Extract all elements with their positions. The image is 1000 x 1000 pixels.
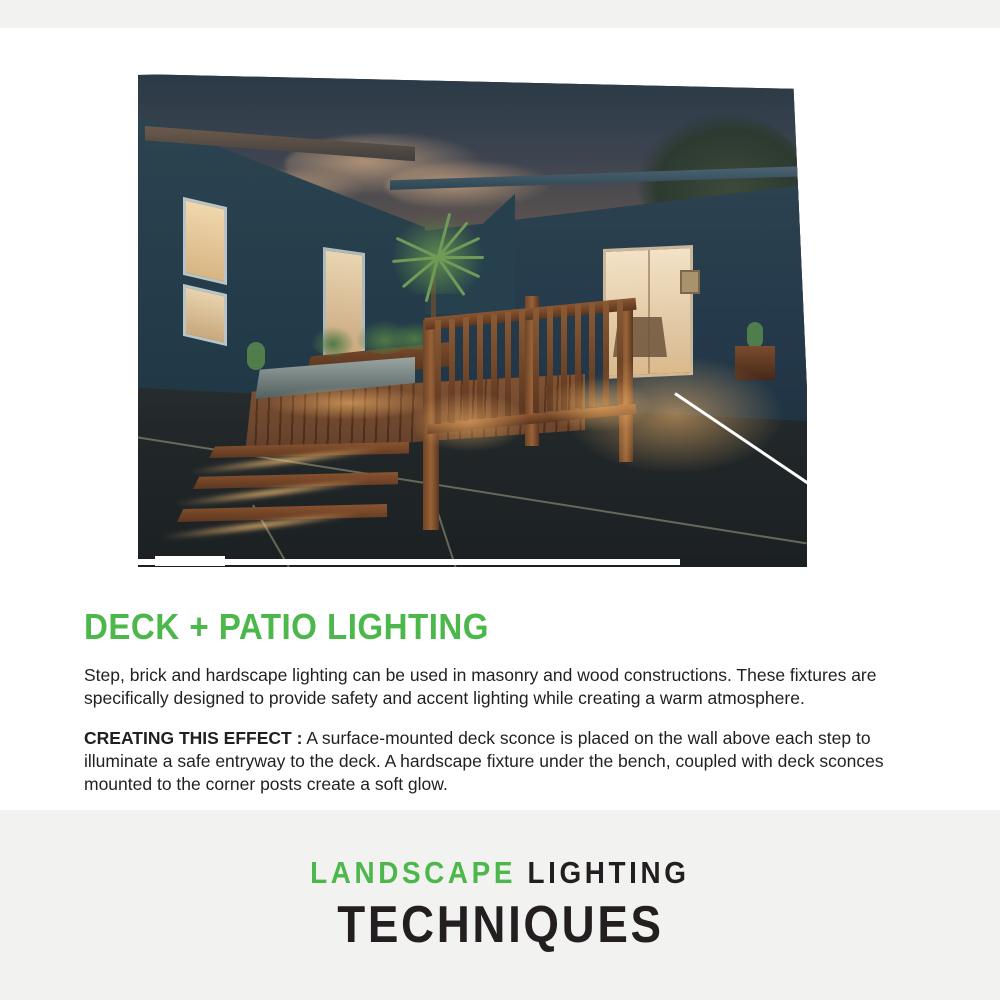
text-content (84, 606, 922, 812)
frame-edge-corner (155, 556, 225, 566)
shrub (311, 326, 355, 356)
illustration-canvas (135, 62, 880, 567)
effect-label: CREATING THIS EFFECT : (84, 727, 303, 748)
night-scene (135, 74, 807, 567)
illustration (135, 62, 880, 567)
effect-paragraph (84, 727, 914, 797)
frame-edge-right-outer (829, 192, 858, 372)
effect-text: A surface-mounted deck sconce is placed on the wall above each step to illuminate a safe entryway to the deck. A hardscape fixture under the bench, coupled with deck sconces mounted to the corner posts create a soft glow. (84, 727, 884, 795)
footer (0, 810, 1000, 1000)
pot-right (735, 346, 775, 380)
frame-edge-top (135, 62, 783, 75)
window-left-lower (183, 284, 227, 346)
footer-title-line-1 (310, 855, 689, 891)
footer-title-line-2: TECHNIQUES (336, 896, 664, 954)
palm-fronds (393, 214, 483, 294)
potted-cactus (747, 322, 763, 348)
frame-edge-right (825, 70, 828, 360)
page-title: DECK + PATIO LIGHTING (84, 606, 489, 647)
pergola-railing (423, 296, 653, 506)
frame-edge-left (135, 72, 138, 567)
footer-word-lighting: LIGHTING (527, 855, 690, 890)
interior-artwork (680, 270, 700, 294)
deck-sconce-glow (543, 378, 653, 432)
window-left (183, 197, 227, 285)
footer-word-landscape: LANDSCAPE (310, 855, 517, 890)
intro-paragraph: Step, brick and hardscape lighting can be used in masonry and wood constructions. These fixtures are specifically designed to provide safety and accent lighting while creating a warm atmosphere. (84, 665, 877, 709)
potted-cactus (247, 342, 265, 370)
